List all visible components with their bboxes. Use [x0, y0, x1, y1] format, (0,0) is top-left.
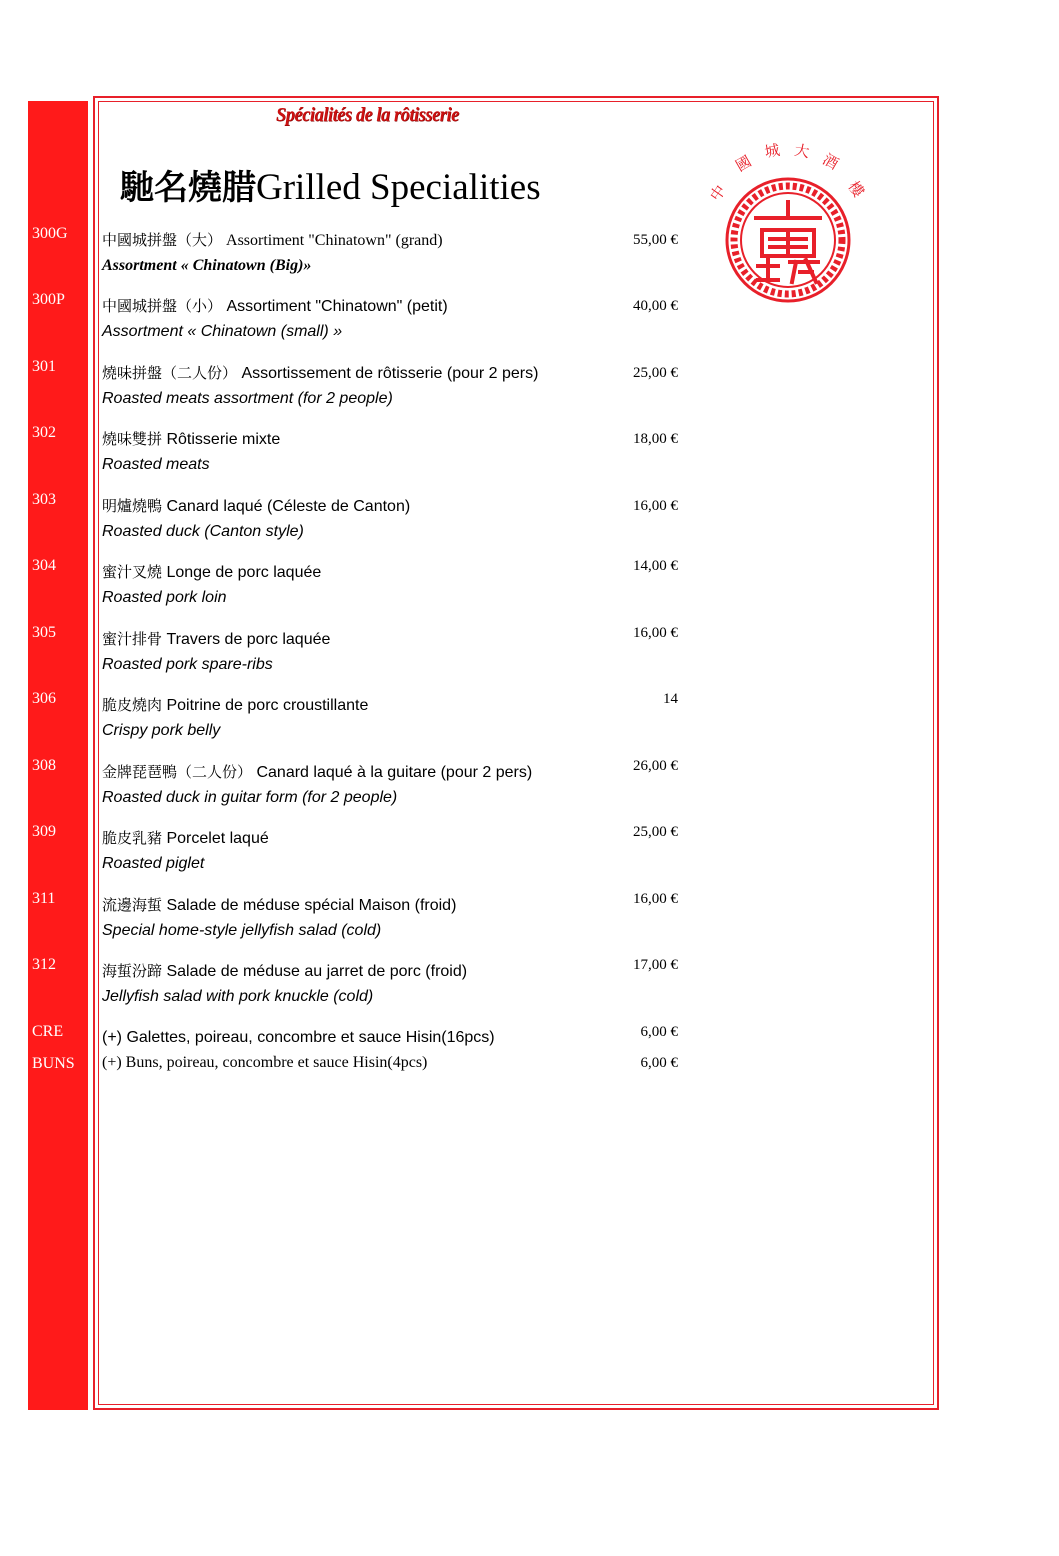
item-name-french: Poitrine de porc croustillante — [162, 697, 369, 714]
extra-code: CRE — [32, 1023, 64, 1040]
item-price: 55,00 € — [633, 232, 678, 248]
item-name-english: Roasted piglet — [102, 855, 205, 872]
item-name-english: Assortment « Chinatown (Big)» — [102, 257, 312, 274]
item-price: 26,00 € — [633, 758, 678, 774]
item-name-english: Roasted pork loin — [102, 589, 227, 606]
item-name-chinese: 脆皮燒肉 — [102, 696, 163, 714]
item-price: 25,00 € — [633, 824, 678, 840]
item-price: 16,00 € — [633, 625, 678, 641]
item-title — [102, 762, 532, 783]
item-code: 306 — [32, 690, 56, 707]
logo-ring-char-2: 國 — [732, 152, 755, 176]
item-name-english: Roasted duck in guitar form (for 2 people) — [102, 789, 398, 806]
item-name-english: Special home-style jellyfish salad (cold) — [102, 922, 382, 939]
item-code: 311 — [32, 890, 56, 907]
item-code: 302 — [32, 424, 56, 441]
item-name-english: Crispy pork belly — [102, 722, 221, 739]
item-name-english: Roasted meats assortment (for 2 people) — [102, 390, 393, 407]
item-title — [102, 695, 368, 716]
item-title — [102, 363, 538, 384]
item-code: 309 — [32, 823, 56, 840]
logo-ring-char-5: 酒 — [819, 150, 842, 174]
item-price: 25,00 € — [633, 365, 678, 381]
item-name-chinese: 蜜汁叉燒 — [102, 563, 163, 581]
item-name-chinese: 燒味雙拼 — [102, 430, 163, 448]
item-price: 16,00 € — [633, 891, 678, 907]
item-name-english: Assortment « Chinatown (small) » — [102, 323, 343, 340]
item-name-chinese: 中國城拼盤（小） — [102, 297, 223, 315]
item-title — [102, 429, 280, 450]
item-code: 300G — [32, 225, 68, 242]
item-name-english: Jellyfish salad with pork knuckle (cold) — [102, 988, 374, 1005]
item-name-chinese: 明爐燒鴨 — [102, 497, 163, 515]
item-code: 305 — [32, 624, 56, 641]
item-price: 18,00 € — [633, 431, 678, 447]
logo-ring-char-3: 城 — [763, 140, 782, 162]
item-name-french: Travers de porc laquée — [162, 631, 331, 648]
item-name-french: Longe de porc laquée — [162, 564, 322, 581]
extra-code: BUNS — [32, 1055, 75, 1072]
item-code: 304 — [32, 557, 56, 574]
item-price: 40,00 € — [633, 298, 678, 314]
item-name-chinese: 金牌琵琶鴨（二人份） — [102, 763, 253, 781]
item-title — [102, 296, 448, 317]
item-title — [102, 230, 443, 251]
item-title — [102, 828, 269, 849]
item-price: 16,00 € — [633, 498, 678, 514]
logo-ring-char-6: 樓 — [844, 177, 868, 201]
item-name-french: Salade de méduse spécial Maison (froid) — [162, 897, 457, 914]
item-name-french: Rôtisserie mixte — [162, 431, 281, 448]
item-name-french: Porcelet laqué — [162, 830, 269, 847]
page-title-english: Grilled Specialities — [256, 167, 541, 208]
item-code: 303 — [32, 491, 56, 508]
item-title — [102, 895, 456, 916]
extra-text: (+) Galettes, poireau, concombre et sauce Hisin(16pcs) — [102, 1029, 495, 1046]
page-title-chinese: 馳名燒腊 — [120, 168, 256, 208]
item-name-chinese: 海蜇汾蹄 — [102, 962, 163, 980]
item-name-english: Roasted pork spare-ribs — [102, 656, 273, 673]
item-name-chinese: 蜜汁排骨 — [102, 630, 163, 648]
item-price: 17,00 € — [633, 957, 678, 973]
item-title — [102, 496, 410, 517]
extra-price: 6,00 € — [640, 1055, 678, 1071]
item-name-chinese: 流邊海蜇 — [102, 896, 163, 914]
item-title — [102, 961, 467, 982]
item-price: 14,00 € — [633, 558, 678, 574]
item-code: 312 — [32, 956, 56, 973]
item-name-english: Roasted duck (Canton style) — [102, 523, 304, 540]
item-name-french: Canard laqué à la guitare (pour 2 pers) — [252, 764, 533, 781]
item-name-french: Canard laqué (Céleste de Canton) — [162, 498, 411, 515]
item-name-french: Assortiment "Chinatown" (grand) — [222, 232, 443, 249]
extra-text: (+) Buns, poireau, concombre et sauce Hisin(4pcs) — [102, 1054, 428, 1071]
logo-ring-char-1: 中 — [706, 181, 730, 205]
item-name-french: Assortiment "Chinatown" (petit) — [222, 298, 448, 315]
item-title — [102, 562, 321, 583]
item-name-french: Assortissement de rôtisserie (pour 2 pers) — [237, 365, 539, 382]
item-code: 308 — [32, 757, 56, 774]
restaurant-logo-seal — [706, 140, 868, 304]
item-name-french: Salade de méduse au jarret de porc (froid) — [162, 963, 468, 980]
item-code: 300P — [32, 291, 65, 308]
item-code: 301 — [32, 358, 56, 375]
logo-ring-char-4: 大 — [792, 140, 811, 162]
script-section-title: Spécialités de la rôtisserie — [276, 104, 459, 126]
item-price: 14 — [663, 691, 678, 707]
item-name-chinese: 燒味拼盤（二人份） — [102, 364, 238, 382]
item-name-english: Roasted meats — [102, 456, 210, 473]
item-name-chinese: 中國城拼盤（大） — [102, 231, 223, 249]
item-title — [102, 629, 330, 650]
item-name-chinese: 脆皮乳豬 — [102, 829, 163, 847]
extra-price: 6,00 € — [640, 1024, 678, 1040]
page-title — [120, 163, 541, 212]
